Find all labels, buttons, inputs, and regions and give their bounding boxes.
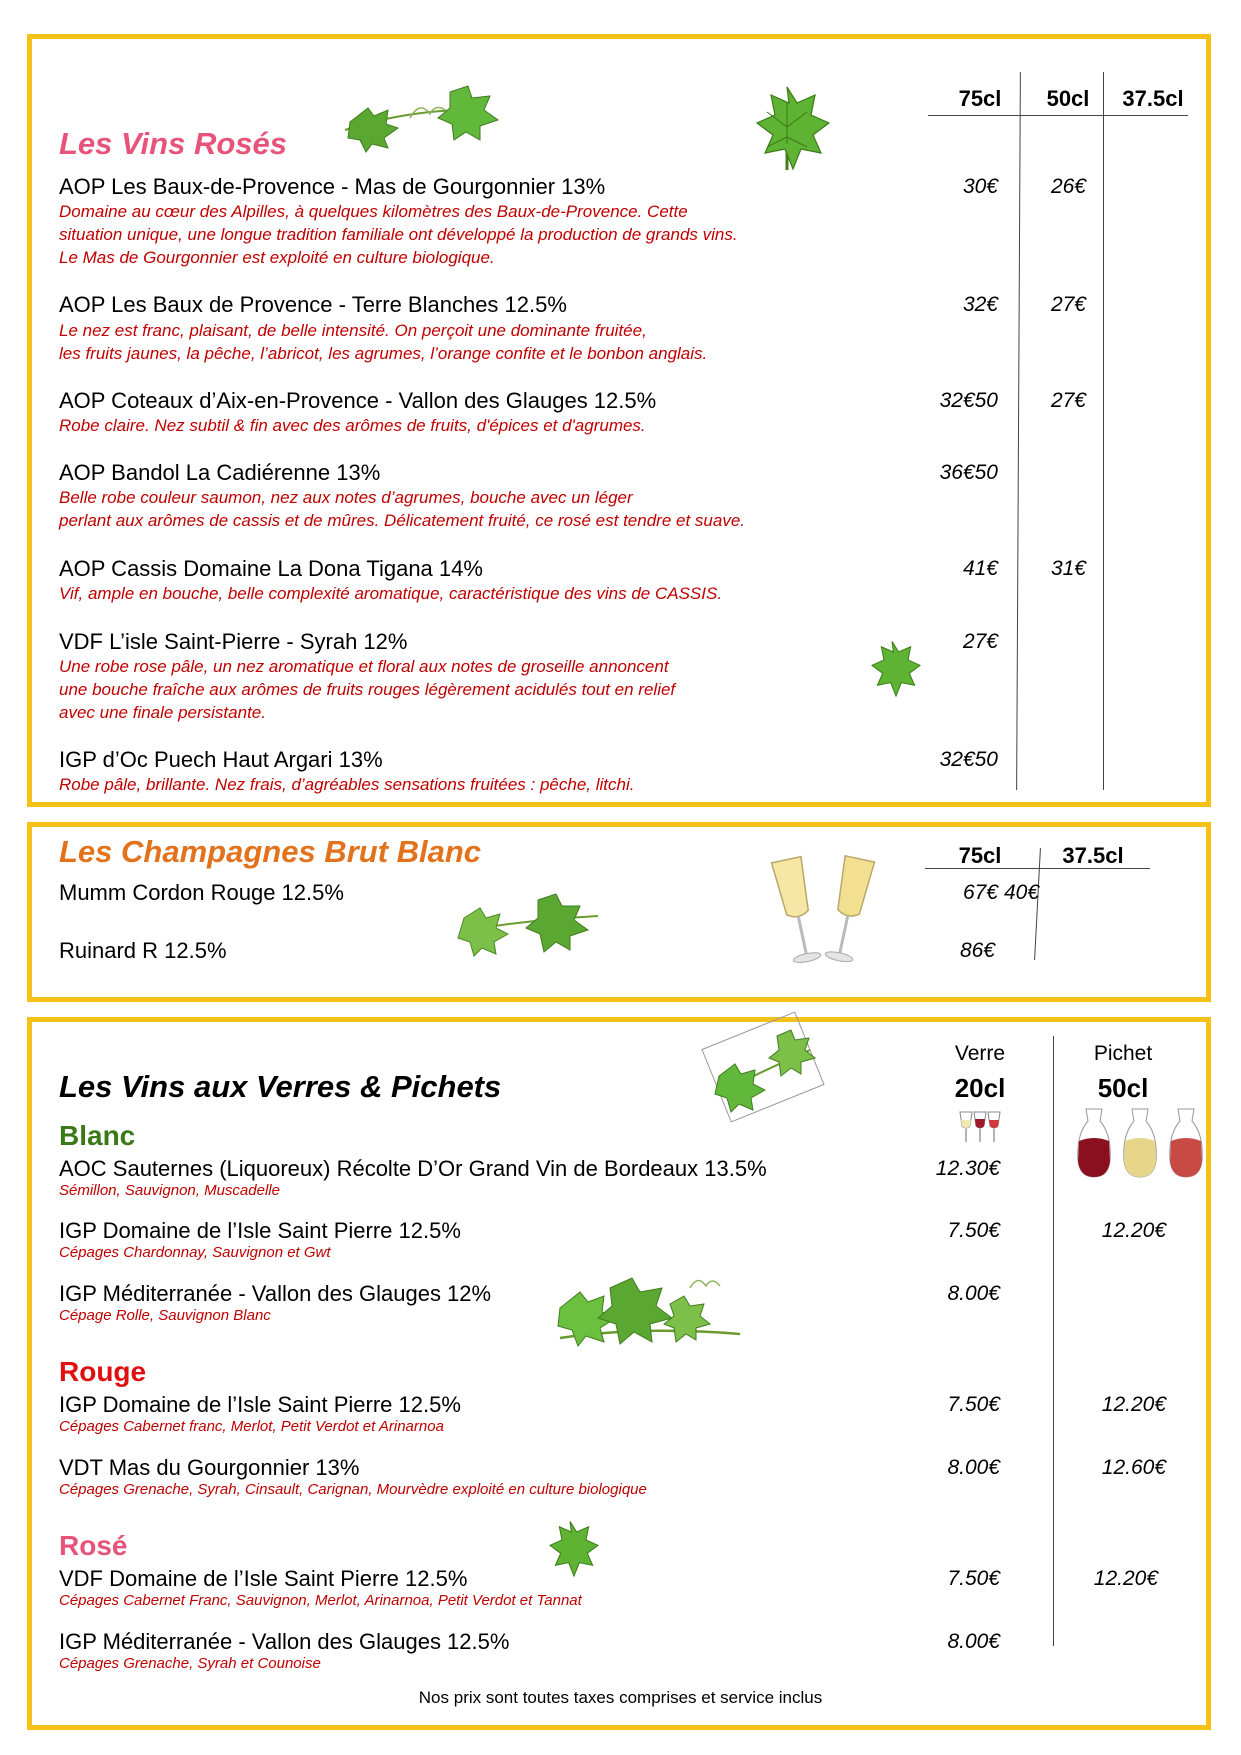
header-underline <box>928 115 1188 116</box>
vine-leaf-icon <box>458 890 618 960</box>
wine-name: AOP Cassis Domaine La Dona Tigana 14% <box>59 556 483 581</box>
wine-description: les fruits jaunes, la pêche, l’abricot, les agrumes, l’orange confite et le bonbon anglais. <box>59 344 708 363</box>
wine-name: VDT Mas du Gourgonnier 13% <box>59 1455 360 1480</box>
champagne-glasses-icon <box>770 850 880 970</box>
grape-varieties: Cépages Cabernet Franc, Sauvignon, Merlot, Arinarnoa, Petit Verdot et Tannat <box>59 1592 582 1609</box>
price-75cl: 27€ <box>962 630 998 653</box>
vine-leaf-icon <box>862 638 922 698</box>
wine-name: IGP Méditerranée - Vallon des Glauges 12% <box>59 1281 492 1306</box>
vine-leaf-icon <box>742 82 832 172</box>
price-verre: 8.00€ <box>947 1630 1000 1653</box>
wine-description: une bouche fraîche aux arômes de fruits rouges légèrement acidulés tout en relief <box>59 680 676 699</box>
column-divider <box>1053 1036 1054 1646</box>
price-75cl: 32€50 <box>939 748 998 771</box>
price-verre: 12.30€ <box>935 1157 1000 1180</box>
vine-leaf-icon <box>340 82 520 152</box>
col-header-20cl: 20cl <box>954 1073 1006 1103</box>
wine-description: Robe claire. Nez subtil & fin avec des arômes de fruits, d'épices et d'agrumes. <box>59 416 646 435</box>
wine-name: AOP Bandol La Cadiérenne 13% <box>59 460 381 485</box>
grape-varieties: Cépages Grenache, Syrah et Counoise <box>59 1655 321 1672</box>
price-50cl: 27€ <box>1050 293 1086 316</box>
vine-leaf-icon <box>705 1010 825 1120</box>
grape-varieties: Cépage Rolle, Sauvignon Blanc <box>59 1307 271 1324</box>
vine-leaf-icon <box>540 1518 600 1578</box>
price-75cl: 32€ <box>962 293 998 316</box>
wine-name: IGP d’Oc Puech Haut Argari 13% <box>59 747 383 772</box>
col-header-75cl: 75cl <box>958 86 1002 111</box>
column-divider <box>1103 72 1104 790</box>
wine-description: Le nez est franc, plaisant, de belle intensité. On perçoit une dominante fruitée, <box>59 321 647 340</box>
glasses-title: Les Vins aux Verres & Pichets <box>59 1069 502 1104</box>
wine-name: IGP Méditerranée - Vallon des Glauges 12.5% <box>59 1629 510 1654</box>
col-header-50cl: 50cl <box>1046 86 1090 111</box>
footer-note: Nos prix sont toutes taxes comprises et service inclus <box>418 1688 823 1707</box>
wine-name: VDF Domaine de l’Isle Saint Pierre 12.5% <box>59 1566 468 1591</box>
wine-name: AOP Les Baux-de-Provence - Mas de Gourgonnier 13% <box>59 174 606 199</box>
price-pichet: 12.20€ <box>1101 1393 1166 1416</box>
price-75cl: 41€ <box>962 557 998 580</box>
wine-name: IGP Domaine de l’Isle Saint Pierre 12.5% <box>59 1218 461 1243</box>
price-50cl: 31€ <box>1050 557 1086 580</box>
carafes-icon <box>1074 1105 1214 1181</box>
grape-varieties: Cépages Grenache, Syrah, Cinsault, Carignan, Mourvèdre exploité en culture biologique <box>59 1481 647 1498</box>
wine-glasses-icon <box>956 1108 1004 1148</box>
wine-description: avec une finale persistante. <box>59 703 266 722</box>
col-header-75cl: 75cl <box>958 843 1002 868</box>
price-75cl: 86€ <box>959 939 995 962</box>
price-pichet: 12.60€ <box>1101 1456 1166 1479</box>
wine-name: IGP Domaine de l’Isle Saint Pierre 12.5% <box>59 1392 461 1417</box>
wine-name: AOP Les Baux de Provence - Terre Blanches 12.5% <box>59 292 567 317</box>
grape-varieties: Cépages Cabernet franc, Merlot, Petit Verdot et Arinarnoa <box>59 1418 444 1435</box>
col-header-37-5cl: 37.5cl <box>1062 843 1124 868</box>
price-75cl: 67€ <box>962 881 998 904</box>
champagne-name: Mumm Cordon Rouge 12.5% <box>59 880 344 905</box>
rose-heading: Rosé <box>59 1530 128 1561</box>
price-50cl: 27€ <box>1050 389 1086 412</box>
price-50cl: 26€ <box>1050 175 1086 198</box>
price-verre: 7.50€ <box>947 1219 1000 1242</box>
price-verre: 8.00€ <box>947 1456 1000 1479</box>
wine-description: Le Mas de Gourgonnier est exploité en culture biologique. <box>59 248 495 267</box>
col-header-37-5cl: 37.5cl <box>1122 86 1184 111</box>
rouge-heading: Rouge <box>59 1356 147 1387</box>
wine-name: VDF L’isle Saint-Pierre - Syrah 12% <box>59 629 408 654</box>
price-verre: 7.50€ <box>947 1567 1000 1590</box>
col-header-verre: Verre <box>954 1042 1006 1065</box>
grape-varieties: Sémillon, Sauvignon, Muscadelle <box>59 1182 280 1199</box>
glasses-section <box>27 1017 1211 1730</box>
grape-varieties: Cépages Chardonnay, Sauvignon et Gwt <box>59 1244 331 1261</box>
price-verre: 8.00€ <box>947 1282 1000 1305</box>
wine-description: Une robe rose pâle, un nez aromatique et floral aux notes de groseille annoncent <box>59 657 669 676</box>
champagne-name: Ruinard R 12.5% <box>59 938 227 963</box>
price-75cl: 36€50 <box>939 461 998 484</box>
col-header-50cl: 50cl <box>1097 1073 1149 1103</box>
header-underline <box>925 868 1150 869</box>
champagnes-title: Les Champagnes Brut Blanc <box>59 834 482 869</box>
wine-description: Robe pâle, brillante. Nez frais, d’agréables sensations fruitées : pêche, litchi. <box>59 775 635 794</box>
price-75cl: 32€50 <box>939 389 998 412</box>
vine-leaf-icon <box>550 1268 750 1368</box>
price-verre: 7.50€ <box>947 1393 1000 1416</box>
wine-name: AOP Coteaux d’Aix-en-Provence - Vallon des Glauges 12.5% <box>59 388 657 413</box>
wine-description: Belle robe couleur saumon, nez aux notes d’agrumes, bouche avec un léger <box>59 488 633 507</box>
roses-title: Les Vins Rosés <box>59 126 288 161</box>
price-37-5cl: 40€ <box>1004 881 1040 904</box>
price-pichet: 12.20€ <box>1093 1567 1158 1590</box>
col-header-pichet: Pichet <box>1093 1042 1153 1065</box>
price-pichet: 12.20€ <box>1101 1219 1166 1242</box>
wine-description: situation unique, une longue tradition familiale ont développé la production de grands vins. <box>59 225 738 244</box>
price-75cl: 30€ <box>962 175 998 198</box>
wine-name: AOC Sauternes (Liquoreux) Récolte D’Or Grand Vin de Bordeaux 13.5% <box>59 1156 767 1181</box>
blanc-heading: Blanc <box>59 1120 136 1151</box>
wine-description: perlant aux arômes de cassis et de mûres. Délicatement fruité, ce rosé est tendre et suave. <box>59 511 746 530</box>
wine-description: Vif, ample en bouche, belle complexité aromatique, caractéristique des vins de CASSIS. <box>59 584 723 603</box>
wine-description: Domaine au cœur des Alpilles, à quelques kilomètres des Baux-de-Provence. Cette <box>59 202 688 221</box>
